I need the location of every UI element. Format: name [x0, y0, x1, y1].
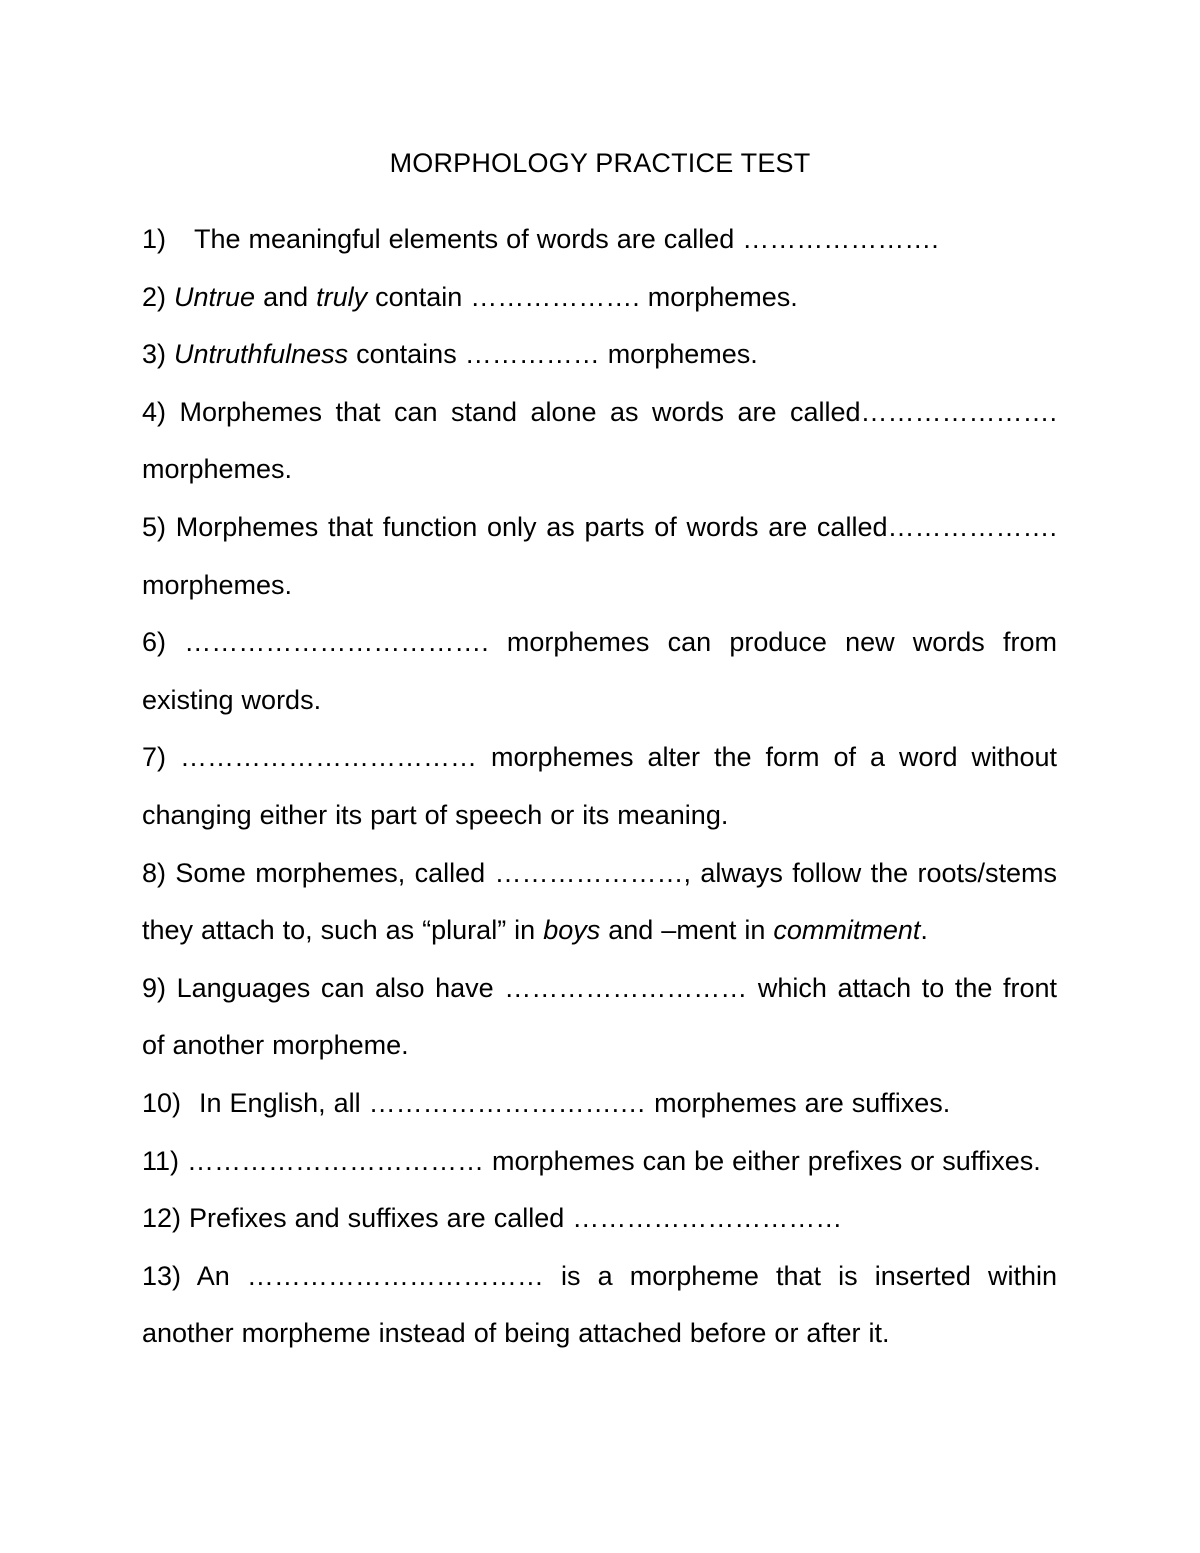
question-number: 12) [142, 1203, 182, 1234]
question-4 [142, 384, 1057, 499]
question-11 [142, 1133, 1057, 1191]
question-number: 2) [142, 281, 167, 312]
italic-term: commitment [773, 915, 921, 946]
question-text: Prefixes and suffixes are called ………………………… [189, 1203, 843, 1234]
question-number: 10) [142, 1087, 182, 1118]
question-text: ……………………………. morphemes can produce new words from existing words. [142, 627, 1057, 715]
question-number: 11) [142, 1145, 180, 1176]
question-text: Morphemes that function only as parts of words are called………………. morphemes. [142, 511, 1057, 600]
question-text: and –ment in [600, 915, 774, 946]
question-1 [142, 211, 1057, 269]
italic-term: truly [316, 281, 368, 312]
question-number: 5) [142, 511, 167, 542]
question-12 [142, 1190, 1057, 1248]
question-text: Some morphemes, called …………………, always follow the roots/stems they attach to, such as “plural” in [142, 857, 1057, 946]
question-number: 7) [142, 742, 167, 773]
question-number: 9) [142, 972, 167, 1003]
page-title: MORPHOLOGY PRACTICE TEST [389, 148, 811, 178]
question-8 [142, 845, 1057, 960]
question-number: 8) [142, 857, 167, 888]
question-text: …………………………… morphemes can be either prefixes or suffixes. [187, 1145, 1041, 1176]
question-text: contain ………………. morphemes. [367, 281, 798, 312]
question-9 [142, 960, 1057, 1075]
question-text: and [255, 281, 317, 312]
question-number: 13) [142, 1260, 182, 1291]
question-text: . [920, 915, 928, 946]
question-text: Morphemes that can stand alone as words are called…………………. morphemes. [142, 396, 1057, 485]
question-text: contains …………… morphemes. [348, 339, 758, 370]
question-number: 4) [142, 396, 167, 427]
question-text: An …………………………… is a morpheme that is inserted within another morpheme instead of being attached before or after it. [142, 1260, 1057, 1349]
italic-term: boys [543, 915, 601, 946]
italic-term: Untruthfulness [174, 339, 349, 370]
question-3 [142, 326, 1057, 384]
question-7 [142, 729, 1057, 844]
question-text: …………………………… morphemes alter the form of a word without changing either its part of speech or its meaning. [142, 742, 1057, 830]
question-5 [142, 499, 1057, 614]
question-6 [142, 614, 1057, 729]
question-text: In English, all ……………………….… morphemes are suffixes. [199, 1087, 951, 1118]
question-10 [142, 1075, 1057, 1133]
italic-term: Untrue [174, 281, 256, 312]
question-number: 1) [142, 224, 167, 254]
question-number: 3) [142, 339, 167, 370]
question-number: 6) [142, 627, 167, 658]
question-13 [142, 1248, 1057, 1363]
question-text: Languages can also have ……………………… which attach to the front of another morpheme. [142, 972, 1057, 1061]
question-text: The meaningful elements of words are called …………………. [194, 224, 939, 254]
question-list [142, 211, 1057, 1363]
question-2 [142, 269, 1057, 327]
